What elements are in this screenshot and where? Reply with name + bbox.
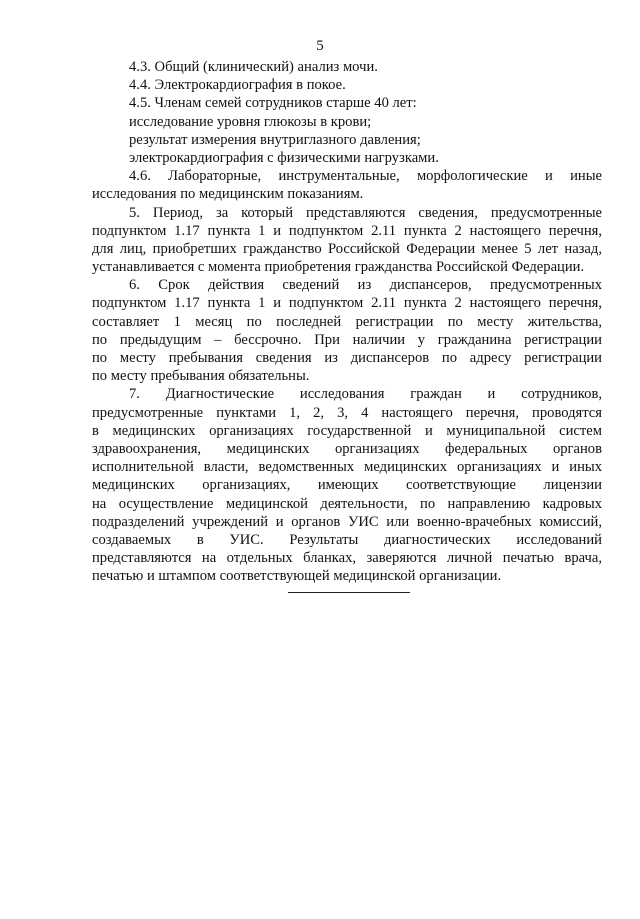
text-line: печатью и штампом соответствующей медицинской организации. <box>92 568 502 585</box>
text-line: создаваемых в УИС. Результаты диагностических исследований <box>92 531 602 548</box>
text-line: предусмотренные пунктами 1, 2, 3, 4 настоящего перечня, проводятся <box>92 404 602 421</box>
text-line: 4.5. Членам семей сотрудников старше 40 лет: <box>129 95 417 112</box>
text-line: 4.4. Электрокардиография в покое. <box>129 77 346 94</box>
text-line: подразделений учреждений и органов УИС или военно-врачебных комиссий, <box>92 513 602 530</box>
page-number: 5 <box>316 38 324 54</box>
text-line: на осуществление медицинской деятельности, по направлению кадровых <box>92 495 602 512</box>
text-line: 4.3. Общий (клинический) анализ мочи. <box>129 59 378 75</box>
text-line: 6. Срок действия сведений из диспансеров, предусмотренных <box>129 277 602 294</box>
text-line: 4.6. Лабораторные, инструментальные, морфологические и иные <box>129 168 602 185</box>
text-line: в медицинских организациях государственной и муниципальной систем <box>92 422 602 439</box>
text-line: подпунктом 1.17 пункта 1 и подпунктом 2.11 пункта 2 настоящего перечня, <box>92 222 602 239</box>
text-line: устанавливается с момента приобретения гражданства Российской Федерации. <box>92 259 585 276</box>
text-line: исследование уровня глюкозы в крови; <box>129 113 372 130</box>
closing-separator-line <box>288 592 410 593</box>
text-line: по месту пребывания сведения из диспансеров по адресу регистрации <box>92 350 602 366</box>
text-line: по месту пребывания обязательны. <box>92 368 310 385</box>
text-line: по предыдущим – бессрочно. При наличии у гражданина регистрации <box>92 331 602 348</box>
text-line: исполнительной власти, ведомственных медицинских организациях и иных <box>92 459 602 476</box>
text-line: медицинских организациях, имеющих соответствующие лицензии <box>92 477 602 494</box>
text-line: 5. Период, за который представляются сведения, предусмотренные <box>129 204 602 221</box>
document-body <box>92 58 602 585</box>
text-line: представляются на отдельных бланках, заверяются личной печатью врача, <box>92 550 602 567</box>
text-line: результат измерения внутриглазного давления; <box>129 131 421 148</box>
text-line: исследования по медицинским показаниям. <box>92 186 364 203</box>
text-line: 7. Диагностические исследования граждан и сотрудников, <box>129 386 602 403</box>
text-line: электрокардиография с физическими нагрузками. <box>129 149 439 166</box>
text-line: здравоохранения, медицинских организациях федеральных органов <box>92 440 602 457</box>
text-line: подпунктом 1.17 пункта 1 и подпунктом 2.11 пункта 2 настоящего перечня, <box>92 295 602 312</box>
text-line: составляет 1 месяц по последней регистрации по месту жительства, <box>92 313 602 330</box>
text-line: для лиц, приобретших гражданство Российской Федерации менее 5 лет назад, <box>92 240 602 257</box>
